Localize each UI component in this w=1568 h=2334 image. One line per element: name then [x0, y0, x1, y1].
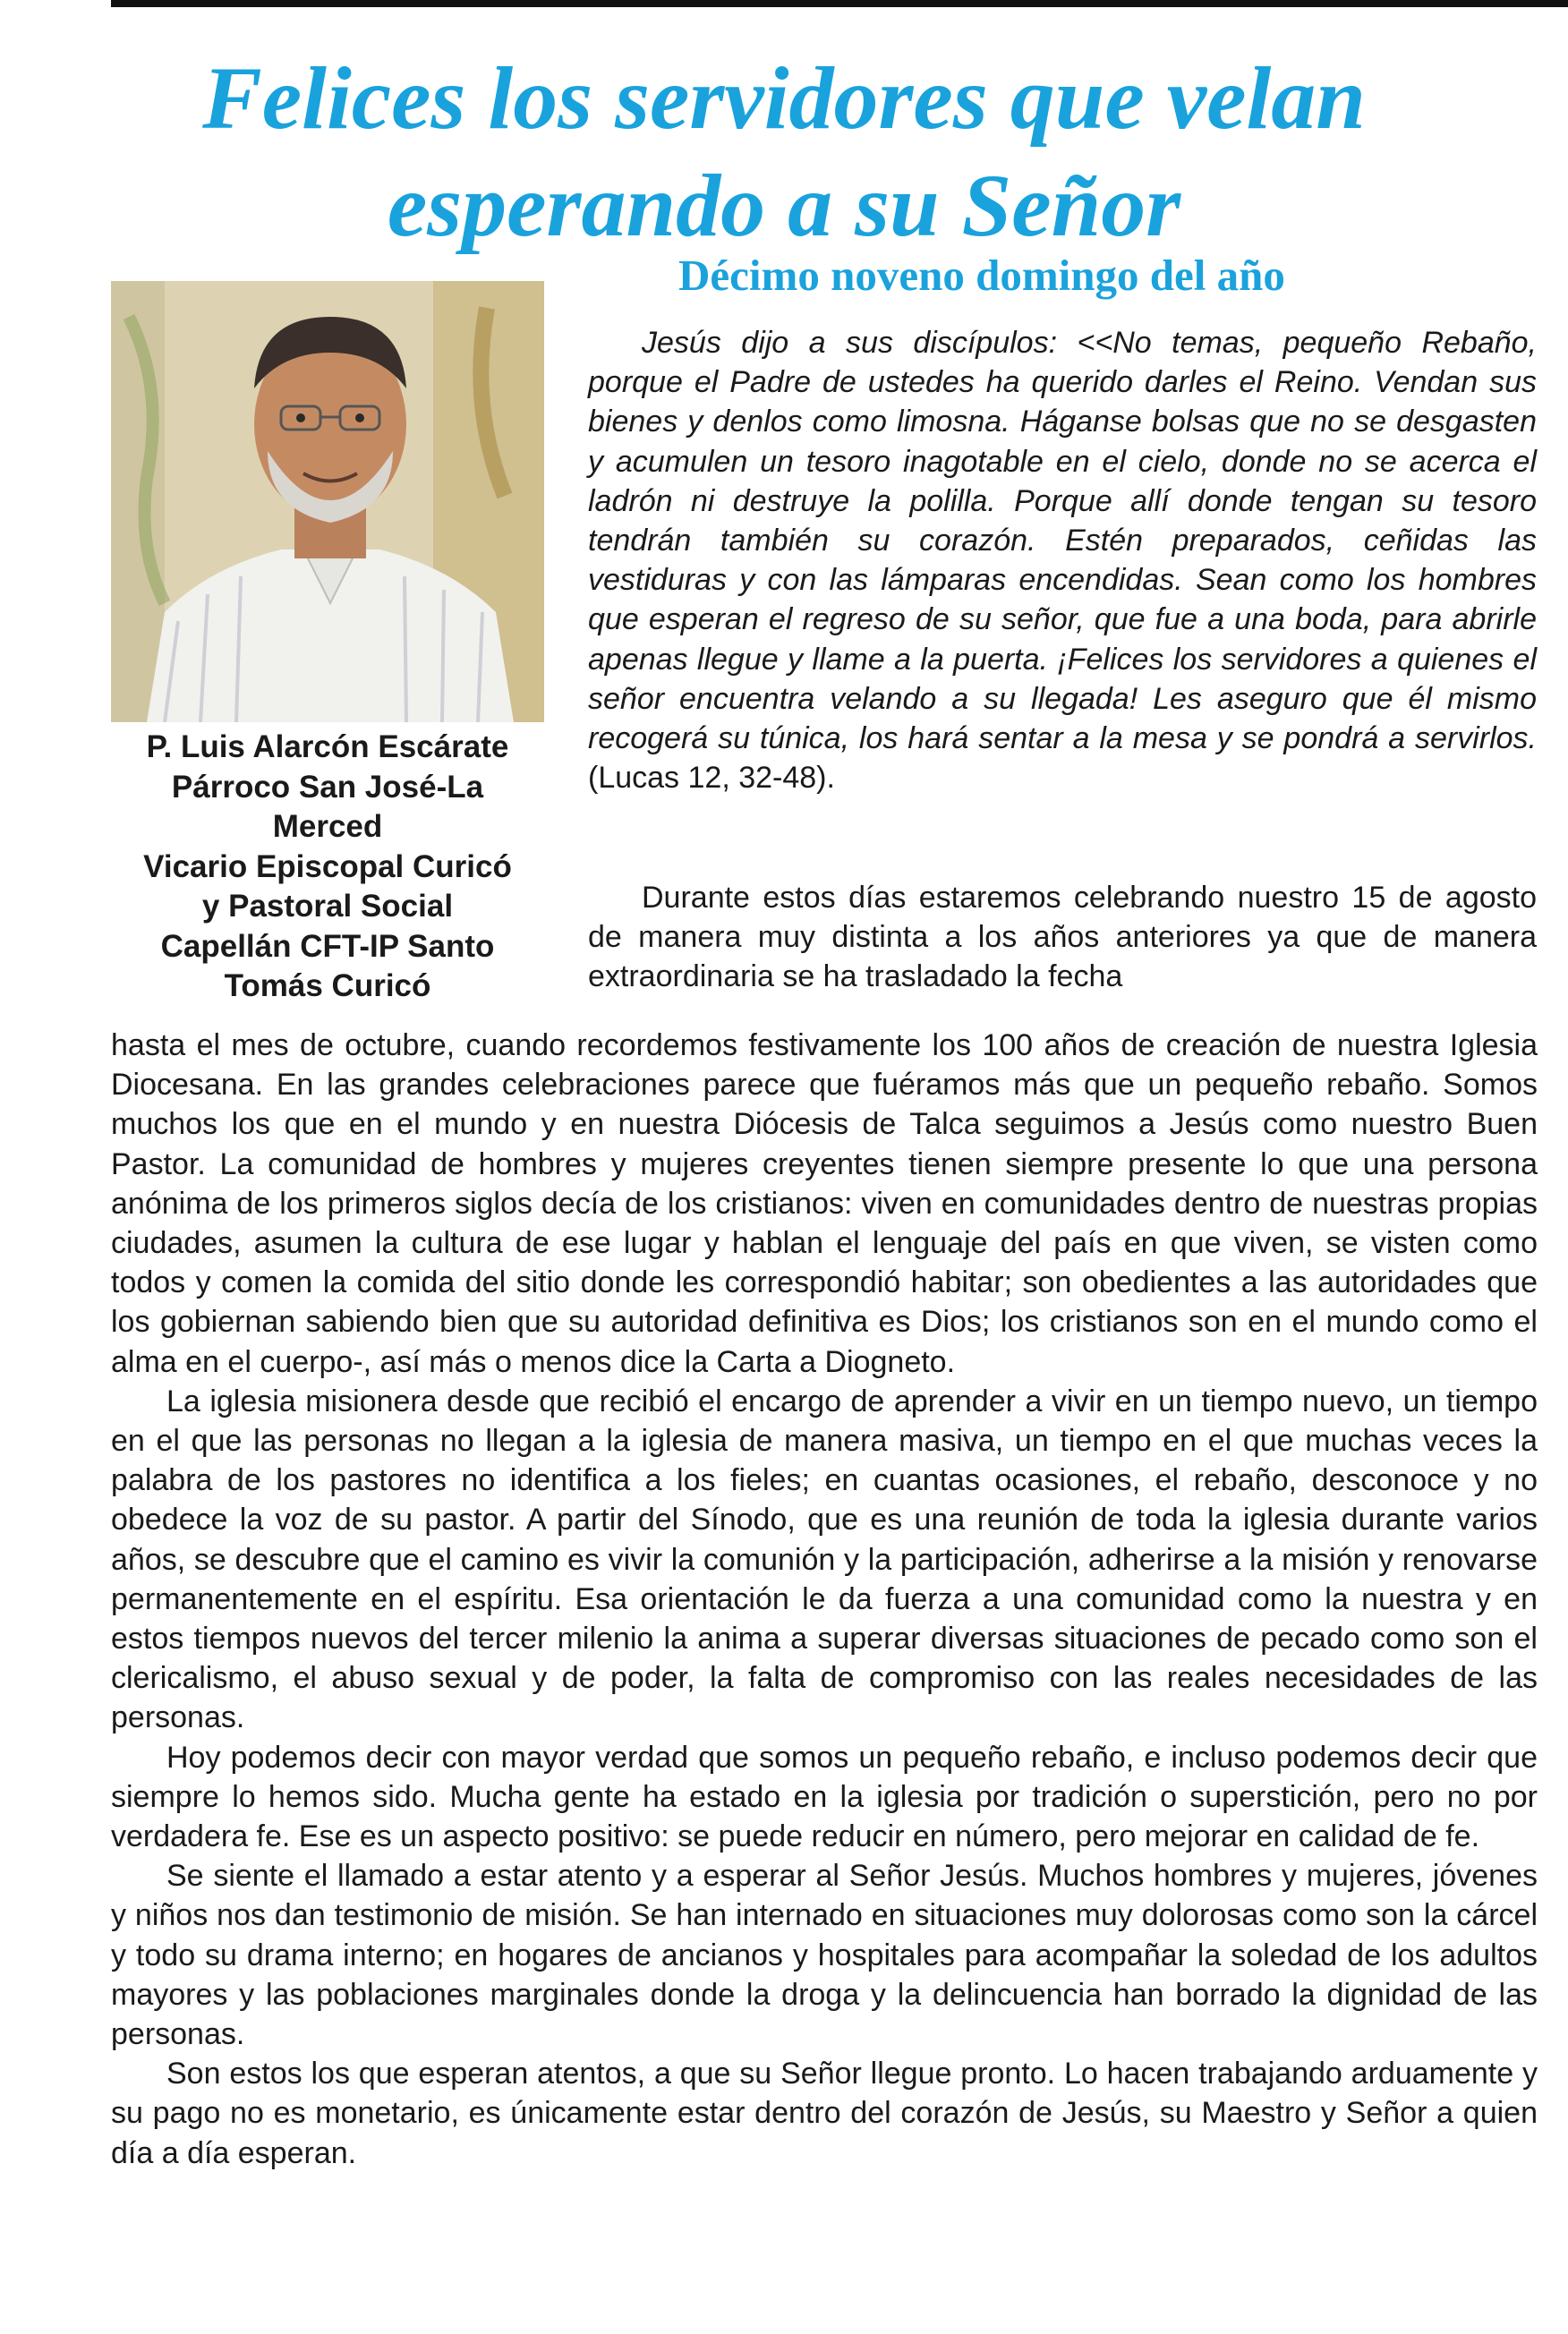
body-paragraph: Se siente el llamado a estar atento y a esperar al Señor Jesús. Muchos hombres y mujeres, jóvenes y niños nos dan testimonio de misión. Se han internado en situaciones muy dolorosas como son la cárcel y todo su drama interno; en hogares de ancianos y hospitales para acompañar la soledad de los adultos mayores y las poblaciones marginales donde la droga y la delincuencia han borrado la dignidad de las personas. [111, 1859, 1538, 2052]
portrait-photo-icon [111, 281, 544, 722]
author-photo [111, 281, 544, 722]
author-role-line: Capellán CFT-IP Santo [160, 928, 495, 964]
intro-paragraph-start: Durante estos días estaremos celebrando nuestro 15 de agosto de manera muy distinta a los años anteriores ya que de manera extraordinaria se ha trasladado la fecha [588, 881, 1537, 994]
gospel-reference: (Lucas 12, 32-48). [588, 761, 835, 796]
author-name: P. Luis Alarcón Escárate [146, 729, 509, 764]
author-role-line: Párroco San José-La [171, 769, 484, 805]
intro-paragraph-continued: hasta el mes de octubre, cuando recordemos festivamente los 100 años de creación de nuestra Iglesia Diocesana. En las grandes celebraciones parece que fuéramos más que un pequeño rebaño. Somos muchos los que en el mundo y en nuestra Diócesis de Talca seguimos a Jesús como nuestro Buen Pastor. La comunidad de hombres y mujeres creyentes tienen siempre presente lo que una persona anónima de los primeros siglos decía de los cristianos: viven en comunidades dentro de nuestras propias ciudades, asumen la cultura de ese lugar y hablan el lenguaje del país en que viven, se visten como todos y comen la comida del sitio donde les correspondió habitar; son obedientes a las autoridades que los gobiernan sabiendo bien que su autoridad definitiva es Dios; los cristianos son en el mundo como el alma en el cuerpo-, así más o menos dice la Carta a Diogneto. [111, 1028, 1538, 1379]
gospel-text: Jesús dijo a sus discípulos: <<No temas, pequeño Rebaño, porque el Padre de ustedes ha querido darles el Reino. Vendan sus bienes y denlos como limosna. Háganse bolsas que no se desgasten y acumulen un tesoro inagotable en el cielo, donde no se acerca el ladrón ni destruye la polilla. Porque allí donde tengan su tesoro tendrán también su corazón. Estén preparados, ceñidas las vestiduras y con las lámparas encendidas. Sean como los hombres que esperan el regreso de su señor, que fue a una boda, para abrirle apenas llegue y llame a la puerta. ¡Felices los servidores a quienes el señor encuentra velando a su llegada! Les aseguro que él mismo recogerá su túnica, los hará sentar a la mesa y se pondrá a servirlos. [588, 326, 1537, 756]
top-rule [111, 0, 1568, 7]
article-body [111, 1026, 1538, 2173]
author-caption [111, 728, 544, 1007]
author-role-line: y Pastoral Social [201, 889, 454, 924]
article-subtitle: Décimo noveno domingo del año [678, 251, 1285, 300]
author-role-line: Tomás Curicó [224, 968, 431, 1003]
author-role-line: Vicario Episcopal Curicó [143, 848, 512, 884]
article-title-line-2: esperando a su Señor [387, 156, 1181, 255]
body-paragraph: La iglesia misionera desde que recibió el encargo de aprender a vivir en un tiempo nuevo, un tiempo en el que las personas no llegan a la iglesia de manera masiva, un tiempo en el que muchas veces la palabra de los pastores no identifica a los fieles; en cuantas ocasiones, el rebaño, desconoce y no obedece la voz de su pastor. A partir del Sínodo, que es una reunión de toda la iglesia durante varios años, se descubre que el camino es vivir la comunión y la participación, adherirse a la misión y renovarse permanentemente en el espíritu. Esa orientación le da fuerza a una comunidad como la nuestra y en estos tiempos nuevos del tercer milenio la anima a superar diversas situaciones de pecado como son el clericalismo, el abuso sexual y de poder, la falta de compromiso con las reales necesidades de las personas. [111, 1384, 1538, 1735]
gospel-quote [588, 323, 1537, 797]
article-title-line-1: Felices los servidores que velan [202, 48, 1366, 148]
author-role-line: Merced [272, 809, 383, 844]
body-paragraph: Hoy podemos decir con mayor verdad que somos un pequeño rebaño, e incluso podemos decir que siempre lo hemos sido. Mucha gente ha estado en la iglesia por tradición o superstición, pero no por verdadera fe. Ese es un aspecto positivo: se puede reducir en número, pero mejorar en calidad de fe. [111, 1740, 1538, 1854]
body-paragraph: Son estos los que esperan atentos, a que su Señor llegue pronto. Lo hacen trabajando arduamente y su pago no es monetario, es únicamente estar dentro del corazón de Jesús, su Maestro y Señor a quien día a día esperan. [111, 2057, 1538, 2170]
